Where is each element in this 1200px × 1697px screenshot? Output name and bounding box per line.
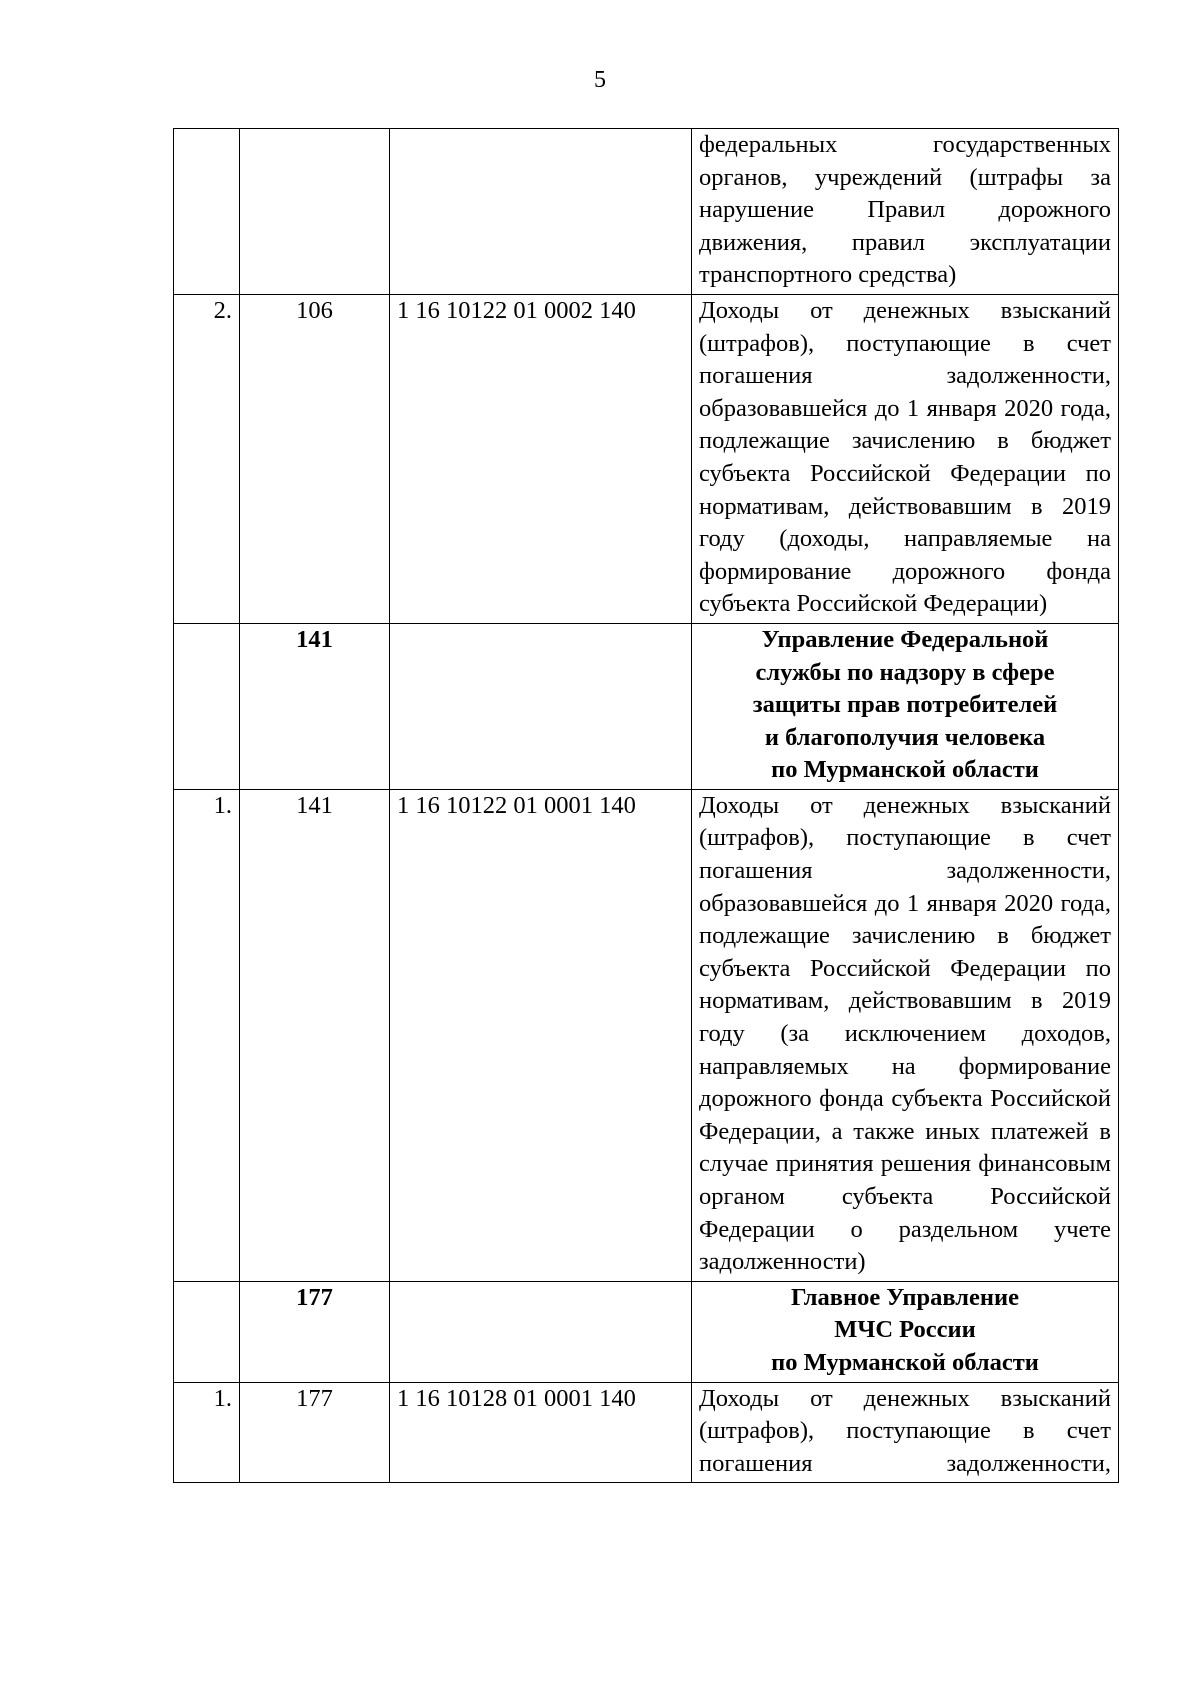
row-number xyxy=(174,1281,240,1382)
administrator-code: 177 xyxy=(240,1382,390,1483)
agency-header-row xyxy=(174,1281,1119,1382)
page-number: 5 xyxy=(594,67,606,93)
budget-classification-code xyxy=(390,1281,692,1382)
revenue-description: Доходы от денежных взысканий (штрафов), поступающие в счет погашения задолженности, образовавшейся до 1 января 2020 года, подлежащие зачислению в бюджет субъекта Российской Федерации по нормативам, действовавшим в 2019 году (за исключением доходов, направляемых на формирование дорожного фонда субъекта Российской Федерации, а также иных платежей в случае принятия решения финансовым органом субъекта Российской Федерации о раздельном учете задолженности) xyxy=(692,789,1119,1281)
agency-name-line: защиты прав потребителей xyxy=(752,691,1058,719)
revenue-description: Доходы от денежных взысканий (штрафов), поступающие в счет погашения задолженности, xyxy=(692,1382,1119,1483)
revenue-table xyxy=(173,128,1119,1483)
table-row xyxy=(174,789,1119,1281)
administrator-code xyxy=(240,129,390,295)
table-row xyxy=(174,129,1119,295)
administrator-code: 141 xyxy=(240,623,390,789)
agency-name xyxy=(692,1281,1119,1382)
agency-name-line: Управление Федеральной xyxy=(761,625,1049,653)
administrator-code: 177 xyxy=(240,1281,390,1382)
budget-classification-code: 1 16 10122 01 0002 140 xyxy=(390,294,692,623)
revenue-description: федеральных государственных органов, учреждений (штрафы за нарушение Правил дорожного движения, правил эксплуатации транспортного средства) xyxy=(692,129,1119,295)
row-number: 2. xyxy=(174,294,240,623)
agency-name xyxy=(692,623,1119,789)
table-row xyxy=(174,1382,1119,1483)
agency-name-line: службы по надзору в сфере xyxy=(755,658,1055,686)
table-row xyxy=(174,294,1119,623)
administrator-code: 141 xyxy=(240,789,390,1281)
agency-name-line: и благополучия человека xyxy=(764,723,1046,751)
agency-name-line: по Мурманской области xyxy=(771,1348,1039,1376)
agency-name-line: МЧС России xyxy=(834,1316,976,1344)
row-number: 1. xyxy=(174,789,240,1281)
administrator-code: 106 xyxy=(240,294,390,623)
revenue-description: Доходы от денежных взысканий (штрафов), поступающие в счет погашения задолженности, образовавшейся до 1 января 2020 года, подлежащие зачислению в бюджет субъекта Российской Федерации по нормативам, действовавшим в 2019 году (доходы, направляемые на формирование дорожного фонда субъекта Российской Федерации) xyxy=(692,294,1119,623)
row-number xyxy=(174,623,240,789)
row-number: 1. xyxy=(174,1382,240,1483)
row-number xyxy=(174,129,240,295)
budget-classification-code: 1 16 10122 01 0001 140 xyxy=(390,789,692,1281)
agency-name-line: по Мурманской области xyxy=(771,756,1039,784)
agency-name-line: Главное Управление xyxy=(790,1283,1019,1311)
agency-header-row xyxy=(174,623,1119,789)
budget-classification-code: 1 16 10128 01 0001 140 xyxy=(390,1382,692,1483)
budget-classification-code xyxy=(390,129,692,295)
budget-classification-code xyxy=(390,623,692,789)
